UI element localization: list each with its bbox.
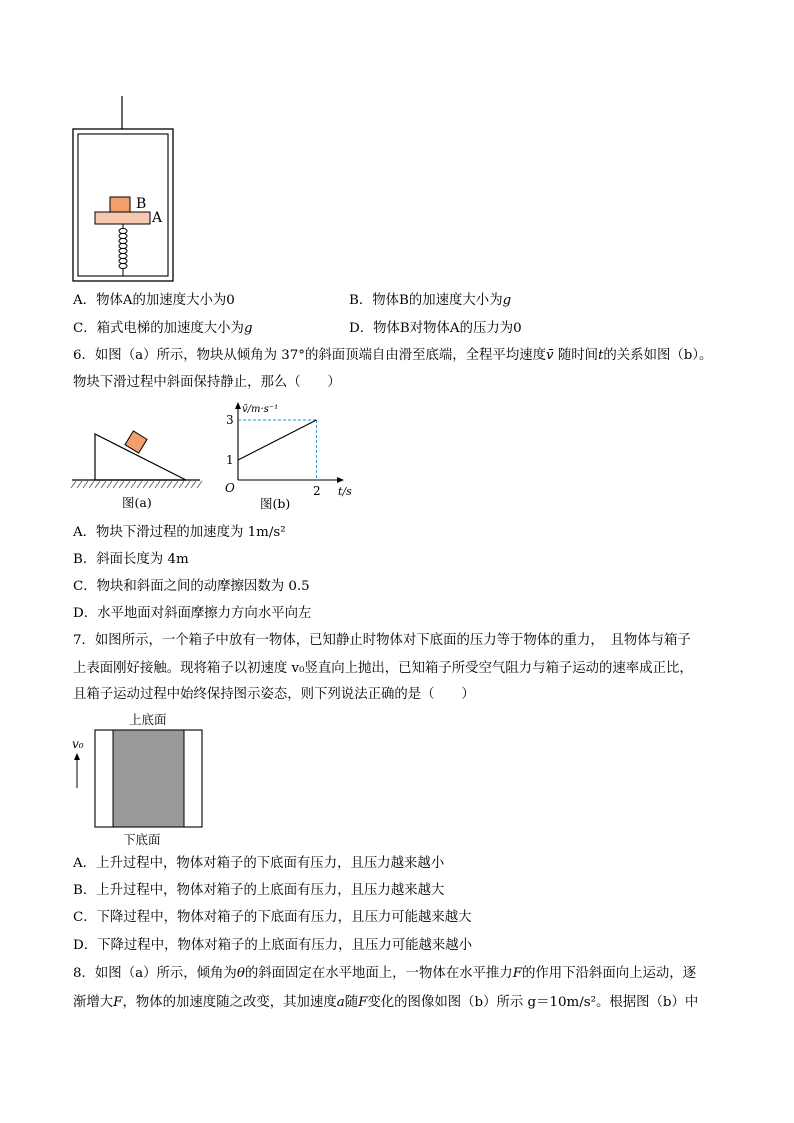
top-surface-label: 上底面 <box>129 712 167 727</box>
chart-y-tick-3: 3 <box>226 413 234 427</box>
q7-option-d: D．下降过程中，物体对箱子的上底面有压力，且压力可能越来越小 <box>73 938 473 953</box>
q5-option-b: B．物体B的加速度大小为g <box>349 293 512 308</box>
chart-x-label: t/s <box>338 485 352 498</box>
q6-option-b: B．斜面长度为 4m <box>73 552 189 567</box>
vt-chart <box>222 398 362 514</box>
elevator-figure <box>60 94 190 289</box>
box-figure <box>68 708 218 850</box>
bottom-surface-label: 下底面 <box>123 832 161 847</box>
inner-object <box>113 730 184 827</box>
block-b <box>110 197 130 212</box>
chart-y-arrow <box>235 402 241 409</box>
sliding-block <box>125 431 147 453</box>
chart-origin-label: O <box>225 481 235 495</box>
q6-stem-line1: 6．如图（a）所示，物块从倾角为 37°的斜面顶端自由滑至底端，全程平均速度v̄ 随时间t的关系如图（b）。 <box>73 348 713 363</box>
q5-option-c: C．箱式电梯的加速度大小为g <box>73 321 253 336</box>
q7-option-a: A．上升过程中，物体对箱子的下底面有压力，且压力越来越小 <box>73 856 445 871</box>
fig-a-caption: 图(a) <box>122 495 152 510</box>
ground-hatching <box>71 481 202 488</box>
label-a: A <box>152 210 163 226</box>
q6-stem-line2: 物块下滑过程中斜面保持静止，那么（ ） <box>73 375 341 390</box>
spring <box>119 224 127 276</box>
q8-stem-line1: 8．如图（a）所示，倾角为θ的斜面固定在水平地面上，一物体在水平推力F的作用下沿斜面向上运动，逐 <box>73 966 697 981</box>
chart-x-tick-2: 2 <box>312 484 321 498</box>
fig-b-caption: 图(b) <box>260 496 291 511</box>
plate-a <box>95 212 150 224</box>
label-b: B <box>136 196 147 212</box>
velocity-arrow-head <box>74 753 80 760</box>
q7-stem-line3: 且箱子运动过程中始终保持图示姿态，则下列说法正确的是（ ） <box>73 687 475 702</box>
v0-label: v₀ <box>72 737 84 751</box>
q7-option-b: B．上升过程中，物体对箱子的上底面有压力，且压力越来越大 <box>73 883 445 898</box>
q6-option-c: C．物块和斜面之间的动摩擦因数为 0.5 <box>73 579 310 594</box>
chart-y-label: v̄/m·s⁻¹ <box>242 404 279 415</box>
q8-stem-line2: 渐增大F，物体的加速度随之改变，其加速度a随F变化的图像如图（b）所示 g＝10m/s²。根据图（b）中 <box>73 995 699 1010</box>
q5-option-a: A．物体A的加速度大小为0 <box>73 293 235 308</box>
q7-stem-line1: 7．如图所示，一个箱子中放有一物体，已知静止时物体对下底面的压力等于物体的重力， 且物体与箱子 <box>73 633 691 648</box>
q7-option-c: C．下降过程中，物体对箱子的下底面有压力，且压力可能越来越大 <box>73 910 472 925</box>
q5-option-d: D．物体B对物体A的压力为0 <box>349 321 522 336</box>
q6-option-a: A．物块下滑过程的加速度为 1m/s² <box>73 525 286 540</box>
chart-series-line <box>238 420 316 460</box>
q6-option-d: D．水平地面对斜面摩擦力方向水平向左 <box>73 606 312 621</box>
chart-y-tick-1: 1 <box>226 453 234 467</box>
q7-stem-line2: 上表面刚好接触。现将箱子以初速度 v₀竖直向上抛出，已知箱子所受空气阻力与箱子运动的速率成正比， <box>73 661 693 676</box>
chart-x-arrow <box>337 477 344 483</box>
incline-figure <box>70 420 205 515</box>
